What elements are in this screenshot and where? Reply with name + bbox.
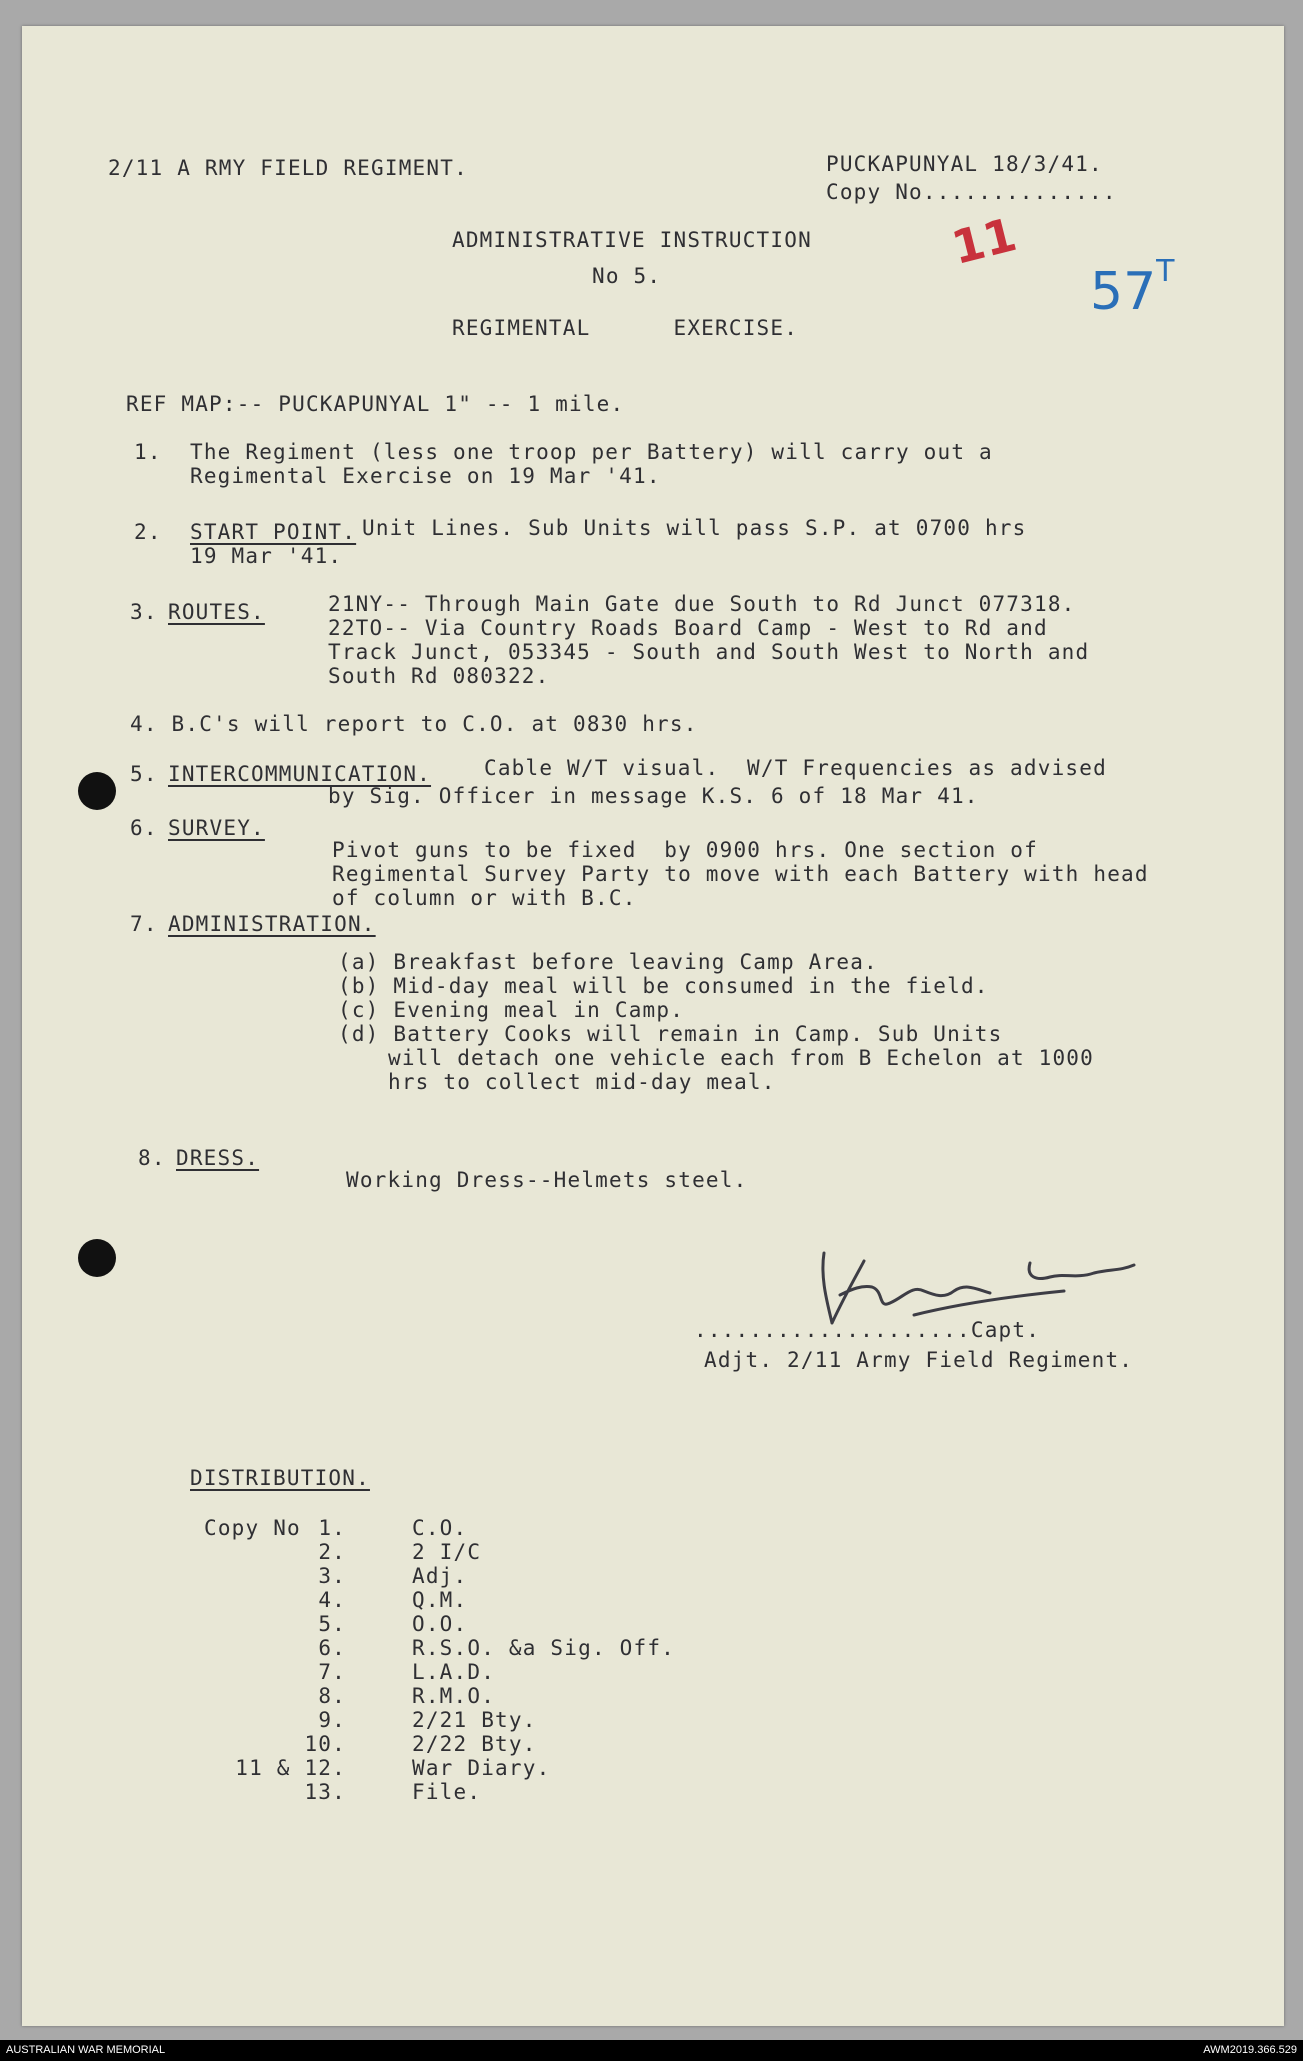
archive-footer [0, 2040, 1303, 2061]
distribution-copy-number: 7. [318, 1660, 346, 1684]
distribution-heading: DISTRIBUTION. [190, 1466, 370, 1490]
para-6-line-2: Regimental Survey Party to move with each Battery with head [332, 862, 1149, 886]
distribution-copy-number: 9. [318, 1708, 346, 1732]
para-8-number: 8. [138, 1146, 166, 1170]
distribution-recipient: Q.M. [412, 1588, 468, 1612]
punch-hole-bottom [78, 1239, 116, 1277]
para-7-item-c: (c) Evening meal in Camp. [338, 998, 685, 1022]
footer-accession-number: AWM2019.366.529 [1203, 2044, 1297, 2056]
distribution-copy-number: 11 & 12. [235, 1756, 346, 1780]
distribution-recipient: 2 I/C [412, 1540, 482, 1564]
signature-title: Adjt. 2/11 Army Field Regiment. [704, 1348, 1134, 1372]
distribution-copy-number: 13. [304, 1780, 346, 1804]
para-3-line-1: 21NY-- Through Main Gate due South to Rd Junct 077318. [328, 592, 1076, 616]
distribution-recipient: L.A.D. [412, 1660, 496, 1684]
para-3-heading: ROUTES. [168, 600, 265, 624]
para-3-line-4: South Rd 080322. [328, 664, 550, 688]
para-1-line-2: Regimental Exercise on 19 Mar '41. [190, 464, 661, 488]
distribution-recipient: O.O. [412, 1612, 468, 1636]
para-3-number: 3. [130, 600, 158, 624]
distribution-copy-number: 5. [318, 1612, 346, 1636]
para-5-heading: INTERCOMMUNICATION. [168, 762, 432, 786]
distribution-copy-number: 2. [318, 1540, 346, 1564]
distribution-recipient: R.S.O. &a Sig. Off. [412, 1636, 676, 1660]
para-5-line-1: Cable W/T visual. W/T Frequencies as advised [484, 756, 1107, 780]
distribution-copy-number: 3. [318, 1564, 346, 1588]
para-7-number: 7. [130, 912, 158, 936]
ref-map: REF MAP:-- PUCKAPUNYAL 1" -- 1 mile. [126, 392, 625, 416]
distribution-recipient: File. [412, 1780, 482, 1804]
para-1-number: 1. [134, 440, 162, 464]
signature-line: ....................Capt. [694, 1318, 1041, 1342]
para-3-line-2: 22TO-- Via Country Roads Board Camp - West to Rd and [328, 616, 1048, 640]
instruction-number: No 5. [592, 264, 662, 288]
para-2-heading: START POINT. [190, 520, 357, 544]
para-8-heading: DRESS. [176, 1146, 260, 1170]
para-1-line-1: The Regiment (less one troop per Battery) will carry out a [190, 440, 993, 464]
para-2-line-2: 19 Mar '41. [190, 544, 343, 568]
handwritten-copy-number: 11 [946, 207, 1022, 275]
para-7-item-d-line-2: will detach one vehicle each from B Echelon at 1000 [388, 1046, 1094, 1070]
para-6-number: 6. [130, 816, 158, 840]
para-7-item-a: (a) Breakfast before leaving Camp Area. [338, 950, 878, 974]
distribution-copy-number: 1. [318, 1516, 346, 1540]
para-6-line-1: Pivot guns to be fixed by 0900 hrs. One section of [332, 838, 1038, 862]
place-date: PUCKAPUNYAL 18/3/41. [826, 152, 1103, 176]
para-6-line-3: of column or with B.C. [332, 886, 637, 910]
distribution-recipient: 2/22 Bty. [412, 1732, 537, 1756]
distribution-copy-number: 8. [318, 1684, 346, 1708]
para-7-item-d-line-3: hrs to collect mid-day meal. [388, 1070, 776, 1094]
para-5-line-2: by Sig. Officer in message K.S. 6 of 18 Mar 41. [328, 784, 979, 808]
footer-institution: AUSTRALIAN WAR MEMORIAL [6, 2044, 166, 2056]
para-7-heading: ADMINISTRATION. [168, 912, 376, 936]
distribution-recipient: 2/21 Bty. [412, 1708, 537, 1732]
para-5-number: 5. [130, 762, 158, 786]
para-6-heading: SURVEY. [168, 816, 265, 840]
handwritten-reference: $57^T$ [1090, 253, 1175, 322]
distribution-recipient: War Diary. [412, 1756, 551, 1780]
para-7-item-d-line-1: (d) Battery Cooks will remain in Camp. Sub Units [338, 1022, 1003, 1046]
distribution-prefix: Copy No [204, 1516, 301, 1540]
para-8-line-1: Working Dress--Helmets steel. [346, 1168, 748, 1192]
distribution-recipient: C.O. [412, 1516, 468, 1540]
distribution-recipient: R.M.O. [412, 1684, 496, 1708]
exercise-title: REGIMENTAL EXERCISE. [452, 316, 799, 340]
unit-name: 2/11 A RMY FIELD REGIMENT. [108, 156, 468, 180]
distribution-copy-number: 4. [318, 1588, 346, 1612]
distribution-recipient: Adj. [412, 1564, 468, 1588]
document-title: ADMINISTRATIVE INSTRUCTION [452, 228, 812, 252]
para-3-line-3: Track Junct, 053345 - South and South West to North and [328, 640, 1090, 664]
distribution-copy-number: 6. [318, 1636, 346, 1660]
distribution-copy-number: 10. [304, 1732, 346, 1756]
para-2-line-1: Unit Lines. Sub Units will pass S.P. at 0700 hrs [362, 516, 1027, 540]
document-page [22, 26, 1284, 2026]
para-4: 4. B.C's will report to C.O. at 0830 hrs. [130, 712, 698, 736]
para-7-item-b: (b) Mid-day meal will be consumed in the field. [338, 974, 989, 998]
para-2-number: 2. [134, 520, 162, 544]
punch-hole-top [78, 772, 116, 810]
copy-number-label: Copy No.............. [826, 180, 1117, 204]
